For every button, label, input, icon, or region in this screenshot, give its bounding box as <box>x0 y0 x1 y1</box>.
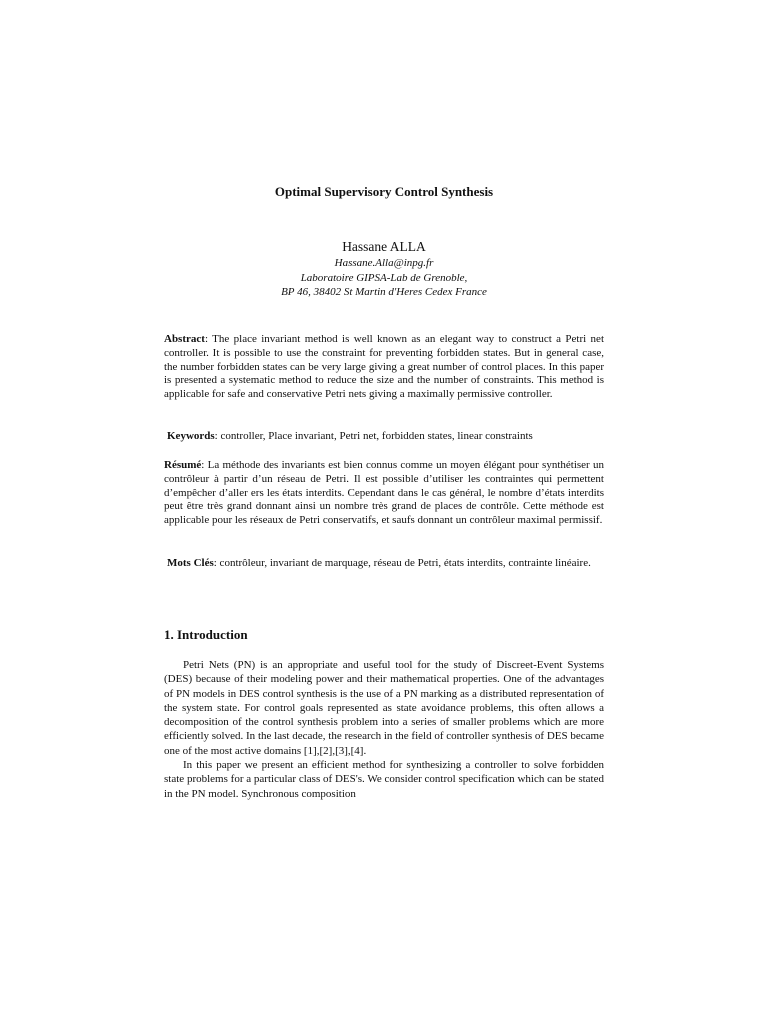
keywords-label: Keywords <box>167 430 215 442</box>
paper-title: Optimal Supervisory Control Synthesis <box>274 184 494 199</box>
mots-cles-text: : contrôleur, invariant de marquage, réseau de Petri, états interdits, contrainte linéaire. <box>213 557 591 569</box>
author-block <box>0 238 768 300</box>
author-email: Hassane.Alla@inpg.fr <box>334 257 434 269</box>
keywords-text: : controller, Place invariant, Petri net, forbidden states, linear constraints <box>214 430 533 442</box>
author-address: BP 46, 38402 St Martin d'Heres Cedex France <box>281 286 487 298</box>
resume-text: : La méthode des invariants est bien connus comme un moyen élégant pour synthétiser un contrôleur à partir d’un réseau de Petri. Il est possible d’utiliser les contraintes qui permettent d’empêcher d’aller ers les états interdits. Cependant dans le cas général, le nombre d’états interdits peut être très grand donnant ainsi un nombre très grand de places de contrôle. Cette méthode est applicable pour les réseaux de Petri conservatifs, et saufs donnant un contrôleur maximal permissif. <box>164 459 604 527</box>
introduction-paragraph: Petri Nets (PN) is an appropriate and useful tool for the study of Discreet-Event Systems (DES) because of their modeling power and their mathematical properties. One of the advantages of PN models in DES control synthesis is the use of a PN marking as a distributed representation of the system state. For control goals represented as state avoidance problems, this often allows a decomposition of the control synthesis problem into a series of smaller problems which are more efficiently solved. In the last decade, the research in the field of controller synthesis of DES became one of the most active domains [1],[2],[3],[4]. <box>164 659 604 757</box>
author-affiliation: Laboratoire GIPSA-Lab de Grenoble, <box>300 271 468 284</box>
resume-paragraph <box>164 459 604 528</box>
keywords-paragraph <box>167 430 604 444</box>
resume-label: Résumé <box>164 459 202 471</box>
abstract-text: : The place invariant method is well known as an elegant way to construct a Petri net controller. It is possible to use the constraint for preventing forbidden states. But in general case, the number forbidden states can be very large giving a great number of control places. In this paper is presented a systematic method to reduce the size and the number of constraints. This method is applicable for safe and conservative Petri nets giving a maximally permissive controller. <box>164 333 604 401</box>
introduction-paragraph: In this paper we present an efficient method for synthesizing a controller to solve forbidden state problems for a particular class of DES's. We consider control specification which can be stated in the PN model. Synchronous composition <box>164 759 604 800</box>
mots-cles-label: Mots Clés <box>167 557 214 569</box>
section-heading-introduction: 1. Introduction <box>164 627 248 642</box>
abstract-label: Abstract <box>164 333 205 345</box>
introduction-body <box>164 658 604 801</box>
abstract-paragraph <box>164 333 604 402</box>
mots-cles-paragraph <box>167 557 604 571</box>
author-name: Hassane ALLA <box>342 239 426 254</box>
